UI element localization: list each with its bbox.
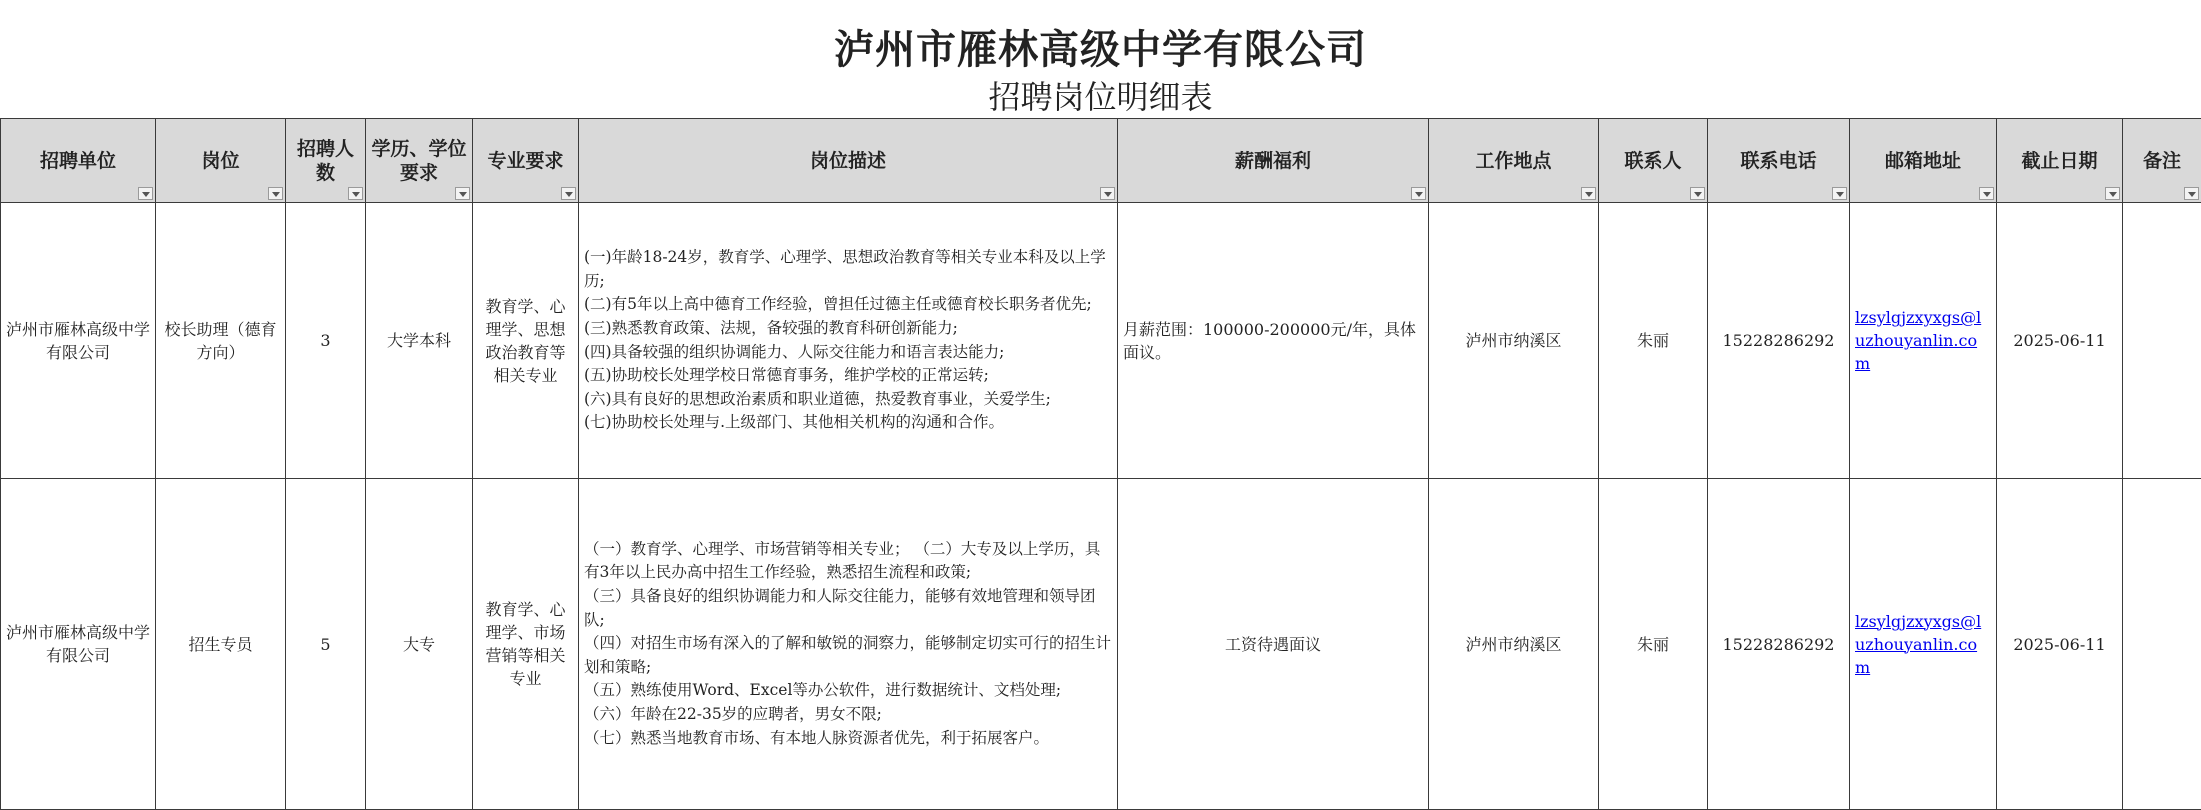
header-label: 截止日期 (2021, 150, 2097, 172)
description-line: （四）对招生市场有深入的了解和敏锐的洞察力，能够制定切实可行的招生计划和策略; (584, 632, 1112, 679)
email-link[interactable]: lzsylgjzxyxgs@luzhouyanlin.com (1855, 306, 1991, 375)
description-line: (二)有5年以上高中德育工作经验，曾担任过德主任或德育校长职务者优先; (584, 293, 1112, 317)
cell-education: 大学本科 (366, 203, 473, 479)
cell-count: 3 (286, 203, 366, 479)
description-line: （七）熟悉当地教育市场、有本地人脉资源者优先，利于拓展客户。 (584, 727, 1112, 751)
cell-major: 教育学、心理学、市场营销等相关专业 (473, 479, 579, 810)
filter-dropdown-icon[interactable] (1832, 187, 1847, 200)
filter-dropdown-icon[interactable] (455, 187, 470, 200)
cell-phone: 15228286292 (1708, 479, 1850, 810)
header-count (286, 119, 366, 203)
cell-location: 泸州市纳溪区 (1429, 479, 1599, 810)
table-row (1, 203, 2201, 479)
filter-dropdown-icon[interactable] (348, 187, 363, 200)
header-deadline (1997, 119, 2123, 203)
header-label: 联系电话 (1740, 150, 1816, 172)
header-unit (1, 119, 156, 203)
document-title: 泸州市雁林高级中学有限公司 (0, 18, 2201, 75)
filter-dropdown-icon[interactable] (1100, 187, 1115, 200)
cell-salary: 月薪范围：100000-200000元/年，具体面议。 (1118, 203, 1429, 479)
header-salary (1118, 119, 1429, 203)
header-label: 专业要求 (487, 150, 563, 172)
filter-dropdown-icon[interactable] (561, 187, 576, 200)
cell-email (1850, 479, 1997, 810)
description-line: （一）教育学、心理学、市场营销等相关专业； （二）大专及以上学历，具有3年以上民办高中招生工作经验，熟悉招生流程和政策; (584, 538, 1112, 585)
header-label: 学历、学位要求 (371, 138, 466, 184)
header-label: 工作地点 (1475, 150, 1551, 172)
cell-contact: 朱丽 (1599, 479, 1708, 810)
cell-position: 校长助理（德育方向） (156, 203, 286, 479)
header-label: 岗位描述 (810, 150, 886, 172)
filter-dropdown-icon[interactable] (2105, 187, 2120, 200)
filter-dropdown-icon[interactable] (1979, 187, 1994, 200)
header-label: 邮箱地址 (1885, 150, 1961, 172)
description-line: （六）年龄在22-35岁的应聘者，男女不限; (584, 703, 1112, 727)
header-email (1850, 119, 1997, 203)
description-line: （五）熟练使用Word、Excel等办公软件，进行数据统计、文档处理; (584, 679, 1112, 703)
document-subtitle: 招聘岗位明细表 (0, 72, 2201, 118)
header-contact (1599, 119, 1708, 203)
filter-dropdown-icon[interactable] (138, 187, 153, 200)
header-label: 招聘单位 (40, 150, 116, 172)
header-phone (1708, 119, 1850, 203)
cell-major: 教育学、心理学、思想政治教育等相关专业 (473, 203, 579, 479)
cell-note (2123, 479, 2201, 810)
header-label: 岗位 (201, 150, 239, 172)
filter-dropdown-icon[interactable] (268, 187, 283, 200)
header-label: 招聘人数 (297, 138, 354, 184)
cell-salary: 工资待遇面议 (1118, 479, 1429, 810)
description-line: (四)具备较强的组织协调能力、人际交往能力和语言表达能力; (584, 341, 1112, 365)
filter-dropdown-icon[interactable] (1690, 187, 1705, 200)
cell-email (1850, 203, 1997, 479)
filter-dropdown-icon[interactable] (1581, 187, 1596, 200)
header-row (1, 119, 2201, 203)
description-line: (六)具有良好的思想政治素质和职业道德，热爱教育事业，关爱学生; (584, 388, 1112, 412)
header-major (473, 119, 579, 203)
header-location (1429, 119, 1599, 203)
cell-phone: 15228286292 (1708, 203, 1850, 479)
header-label: 备注 (2143, 150, 2181, 172)
cell-description (579, 203, 1118, 479)
description-line: （三）具备良好的组织协调能力和人际交往能力，能够有效地管理和领导团队; (584, 585, 1112, 632)
cell-education: 大专 (366, 479, 473, 810)
description-line: (七)协助校长处理与.上级部门、其他相关机构的沟通和合作。 (584, 411, 1112, 435)
description-line: (五)协助校长处理学校日常德育事务，维护学校的正常运转; (584, 364, 1112, 388)
description-line: (一)年龄18-24岁，教育学、心理学、思想政治教育等相关专业本科及以上学历; (584, 246, 1112, 293)
cell-contact: 朱丽 (1599, 203, 1708, 479)
header-label: 薪酬福利 (1235, 150, 1311, 172)
cell-position: 招生专员 (156, 479, 286, 810)
header-description (579, 119, 1118, 203)
cell-deadline: 2025-06-11 (1997, 479, 2123, 810)
cell-count: 5 (286, 479, 366, 810)
cell-description (579, 479, 1118, 810)
cell-location: 泸州市纳溪区 (1429, 203, 1599, 479)
cell-unit: 泸州市雁林高级中学有限公司 (1, 203, 156, 479)
header-label: 联系人 (1624, 150, 1681, 172)
filter-dropdown-icon[interactable] (2184, 187, 2199, 200)
filter-dropdown-icon[interactable] (1411, 187, 1426, 200)
email-link[interactable]: lzsylgjzxyxgs@luzhouyanlin.com (1855, 610, 1991, 679)
cell-deadline: 2025-06-11 (1997, 203, 2123, 479)
recruitment-table (0, 118, 2201, 810)
header-position (156, 119, 286, 203)
table-row (1, 479, 2201, 810)
cell-unit: 泸州市雁林高级中学有限公司 (1, 479, 156, 810)
cell-note (2123, 203, 2201, 479)
header-education (366, 119, 473, 203)
description-line: (三)熟悉教育政策、法规，备较强的教育科研创新能力; (584, 317, 1112, 341)
header-note (2123, 119, 2201, 203)
